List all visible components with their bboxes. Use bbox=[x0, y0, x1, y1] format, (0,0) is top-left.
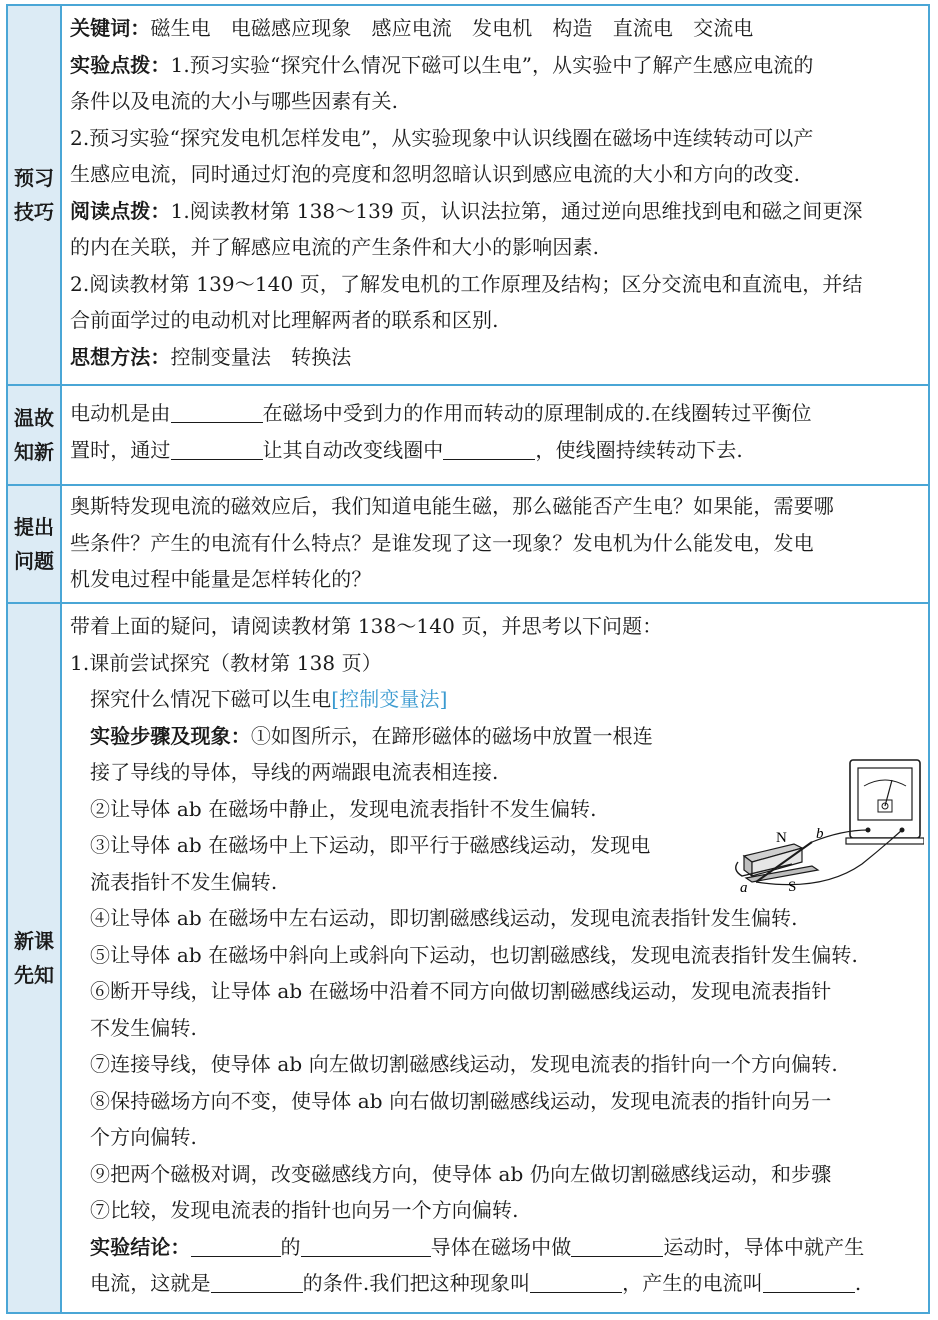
answer-blank[interactable] bbox=[171, 437, 263, 460]
preview-line-text: 合前面学过的电动机对比理解两者的联系和区别. bbox=[70, 308, 499, 332]
preview-line-text: 的内在关联，并了解感应电流的产生条件和大小的影响因素. bbox=[70, 235, 600, 259]
preview-line bbox=[70, 229, 920, 266]
conclusion-line: 电流，这就是 的条件.我们把这种现象叫 ，产生的电流叫 . bbox=[90, 1271, 862, 1295]
step-line: ⑥断开导线，让导体 ab 在磁场中沿着不同方向做切割磁感线运动，发现电流表指针 bbox=[90, 979, 832, 1003]
preview-line bbox=[70, 83, 920, 120]
step-line: ⑧保持磁场方向不变，使导体 ab 向右做切割磁感线运动，发现电流表的指针向另一 bbox=[90, 1088, 832, 1113]
step-line: 流表指针不发生偏转. bbox=[90, 869, 278, 894]
preview-line-text: 2.预习实验“探究发电机怎样发电”，从实验现象中认识线圈在磁场中连续转动可以产 bbox=[70, 125, 814, 150]
preview-line-text: 磁生电 电磁感应现象 感应电流 发电机 构造 直流电 交流电 bbox=[150, 16, 754, 40]
preview-line-text: 生感应电流，同时通过灯泡的亮度和忽明忽暗认识到感应电流的大小和方向的改变. bbox=[70, 162, 801, 186]
preview-line-text: 控制变量法 转换法 bbox=[170, 344, 352, 369]
figure-label-s: S bbox=[788, 879, 797, 894]
step-line: 不发生偏转. bbox=[90, 1015, 197, 1040]
step-line: 接了导线的导体，导线的两端跟电流表相连接. bbox=[90, 760, 499, 784]
section-label-preview: 预习技巧 bbox=[8, 6, 62, 384]
preview-line bbox=[70, 193, 920, 230]
preview-line bbox=[70, 302, 920, 339]
preview-line bbox=[70, 120, 920, 157]
step-line: ⑤让导体 ab 在磁场中斜向上或斜向下运动，也切割磁感线，发现电流表指针发生偏转. bbox=[90, 942, 858, 967]
conclusion-line: 实验结论： 的 导体在磁场中做 运动时，导体中就产生 bbox=[90, 1234, 865, 1259]
answer-blank[interactable] bbox=[530, 1270, 622, 1293]
step-line: 个方向偏转. bbox=[90, 1125, 197, 1149]
section-label-question: 提出问题 bbox=[8, 486, 62, 602]
worksheet-frame bbox=[6, 4, 930, 1314]
figure-label-n: N bbox=[776, 830, 787, 846]
preview-line bbox=[70, 339, 920, 376]
galvanometer-icon bbox=[846, 760, 924, 844]
question-content bbox=[62, 486, 928, 602]
section-review bbox=[8, 386, 928, 486]
subheading: 1.课前尝试探究（教材第 138 页） bbox=[70, 650, 382, 675]
preview-line-text: 1.预习实验“探究什么情况下磁可以生电”，从实验中了解产生感应电流的 bbox=[170, 52, 814, 77]
answer-blank[interactable] bbox=[571, 1234, 663, 1257]
preview-line-lead: 阅读点拨： bbox=[70, 198, 171, 223]
section-newlesson bbox=[8, 604, 928, 1312]
answer-blank[interactable] bbox=[171, 400, 263, 423]
section-question bbox=[8, 486, 928, 604]
method-tag: [控制变量法] bbox=[331, 687, 448, 711]
question-line: 机发电过程中能量是怎样转化的？ bbox=[70, 567, 372, 591]
steps-line: 实验步骤及现象：①如图所示，在蹄形磁体的磁场中放置一根连 bbox=[90, 723, 653, 748]
answer-blank[interactable] bbox=[211, 1270, 303, 1293]
step-line: ④让导体 ab 在磁场中左右运动，即切割磁感线运动，发现电流表指针发生偏转. bbox=[90, 906, 798, 930]
step-line: ②让导体 ab 在磁场中静止，发现电流表指针不发生偏转. bbox=[90, 796, 597, 821]
answer-blank[interactable] bbox=[763, 1270, 855, 1293]
figure-label-a: a bbox=[740, 880, 748, 894]
topic-line: 探究什么情况下磁可以生电[控制变量法] bbox=[90, 687, 448, 711]
preview-content bbox=[62, 6, 928, 384]
question-line: 奥斯特发现电流的磁效应后，我们知道电能生磁，那么磁能否产生电？如果能，需要哪 bbox=[70, 494, 834, 518]
section-label-review: 温故知新 bbox=[8, 386, 62, 484]
review-line: 电动机是由 在磁场中受到力的作用而转动的原理制成的.在线圈转过平衡位 bbox=[70, 401, 812, 425]
answer-blank[interactable] bbox=[301, 1234, 431, 1257]
preview-line-lead: 实验点拨： bbox=[70, 52, 171, 77]
preview-line-text: 条件以及电流的大小与哪些因素有关. bbox=[70, 89, 399, 113]
preview-line bbox=[70, 47, 920, 84]
preview-line-text: 2.阅读教材第 139～140 页，了解发电机的工作原理及结构；区分交流电和直流电，并结 bbox=[70, 271, 863, 296]
preview-line bbox=[70, 156, 920, 193]
newlesson-content bbox=[62, 604, 928, 1312]
preview-line-text: 1.阅读教材第 138～139 页，认识法拉第，通过逆向思维找到电和磁之间更深 bbox=[170, 198, 863, 223]
review-content bbox=[62, 386, 928, 484]
preview-line bbox=[70, 10, 920, 47]
horseshoe-magnet-icon bbox=[736, 844, 818, 882]
step-line: ⑨把两个磁极对调，改变磁感线方向，使导体 ab 仍向左做切割磁感线运动，和步骤 bbox=[90, 1161, 832, 1186]
question-line: 些条件？产生的电流有什么特点？是谁发现了这一现象？发电机为什么能发电，发电 bbox=[70, 530, 814, 555]
step-line: ⑦连接导线，使导体 ab 向左做切割磁感线运动，发现电流表的指针向一个方向偏转. bbox=[90, 1052, 838, 1076]
answer-blank[interactable] bbox=[191, 1234, 281, 1257]
experiment-figure bbox=[732, 752, 924, 894]
answer-blank[interactable] bbox=[443, 437, 535, 460]
section-preview bbox=[8, 6, 928, 386]
preview-line-lead: 关键词： bbox=[70, 16, 151, 40]
review-line: 置时，通过 让其自动改变线圈中 ，使线圈持续转动下去. bbox=[70, 437, 743, 462]
section-label-newlesson: 新课先知 bbox=[8, 604, 62, 1312]
preview-line bbox=[70, 266, 920, 303]
figure-label-b: b bbox=[816, 826, 824, 842]
intro-line: 带着上面的疑问，请阅读教材第 138～140 页，并思考以下问题： bbox=[70, 614, 663, 638]
step-line: ⑦比较，发现电流表的指针也向另一个方向偏转. bbox=[90, 1198, 519, 1222]
step-line: ③让导体 ab 在磁场中上下运动，即平行于磁感线运动，发现电 bbox=[90, 833, 651, 857]
preview-line-lead: 思想方法： bbox=[70, 344, 171, 369]
